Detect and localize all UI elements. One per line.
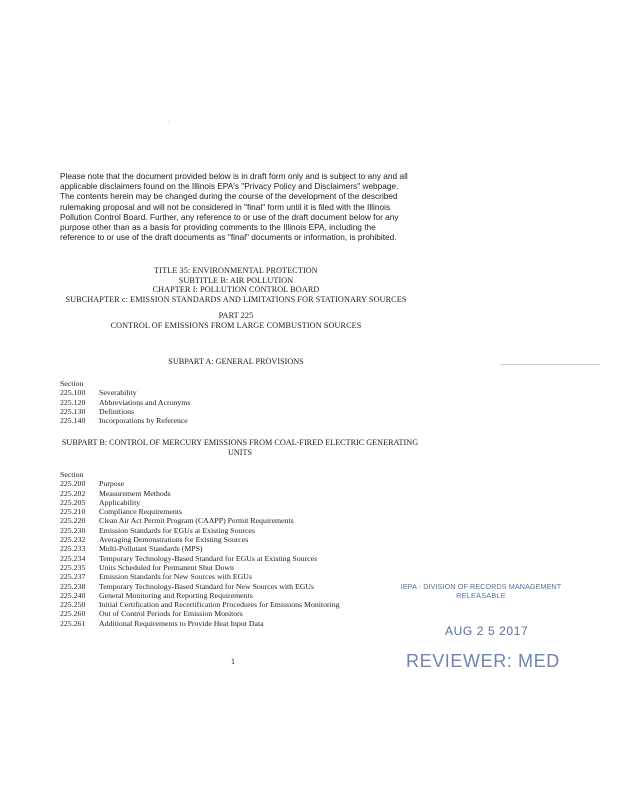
- section-title: Emission Standards for EGUs at Existing Sources: [99, 525, 255, 535]
- chapter-heading: CHAPTER I: POLLUTION CONTROL BOARD: [152, 285, 320, 295]
- section-title: Compliance Requirements: [99, 507, 182, 517]
- section-title: Units Scheduled for Permanent Shut Down: [99, 562, 234, 572]
- subchapter-heading: SUBCHAPTER c: EMISSION STANDARDS AND LIMITATIONS FOR STATIONARY SOURCES: [65, 294, 407, 304]
- section-number: 225.230: [60, 525, 86, 535]
- section-number: 225.210: [60, 507, 86, 517]
- subpart-a-section-list: [60, 379, 420, 425]
- section-number: 225.260: [60, 609, 86, 619]
- section-number: 225.235: [60, 562, 86, 572]
- section-row: [60, 498, 420, 507]
- section-title: Clean Air Act Permit Program (CAAPP) Permit Requirements: [99, 516, 294, 526]
- section-title: Multi-Pollutant Standards (MPS): [99, 544, 203, 554]
- section-title: Purpose: [99, 479, 125, 489]
- section-title: Averaging Demonstrations for Existing Sources: [99, 535, 249, 545]
- section-number: 225.120: [60, 397, 86, 407]
- section-title: Incorporations by Reference: [99, 416, 188, 426]
- stamp-reviewer: REVIEWER: MED: [406, 651, 560, 671]
- subpart-b-title: SUBPART B: CONTROL OF MERCURY EMISSIONS FROM COAL-FIRED ELECTRIC GENERATING UNITS: [61, 438, 419, 457]
- section-number: 225.140: [60, 416, 86, 426]
- section-row: [60, 398, 420, 407]
- section-row: [60, 489, 420, 498]
- section-title: Additional Requirements to Provide Heat Input Data: [99, 618, 264, 628]
- section-title: Initial Certification and Recertification Procedures for Emissions Monitoring: [99, 600, 340, 610]
- section-row: [60, 416, 420, 425]
- records-stamp-line1: IEPA - DIVISION OF RECORDS MANAGEMENT: [400, 582, 562, 591]
- section-row: [60, 507, 420, 516]
- subpart-b-section-list: [60, 470, 420, 628]
- section-title: Temporary Technology-Based Standard for EGUs at Existing Sources: [99, 553, 318, 563]
- records-stamp-line2: RELEASABLE: [456, 591, 506, 600]
- document-headings: [60, 266, 412, 331]
- section-row: [60, 563, 420, 572]
- subpart-a-title: SUBPART A: GENERAL PROVISIONS: [168, 357, 304, 366]
- section-number: 225.232: [60, 535, 86, 545]
- section-column-label: Section: [60, 470, 84, 479]
- section-row: [60, 526, 420, 535]
- section-number: 225.200: [60, 479, 86, 489]
- page-number: 1: [231, 657, 235, 666]
- section-number: 225.250: [60, 600, 86, 610]
- part-title-heading: CONTROL OF EMISSIONS FROM LARGE COMBUSTION SOURCES: [110, 320, 362, 330]
- part-heading: PART 225: [218, 311, 254, 321]
- section-number: 225.202: [60, 488, 86, 498]
- section-number: 225.261: [60, 618, 86, 628]
- section-row: [60, 479, 420, 488]
- section-number: 225.205: [60, 497, 86, 507]
- section-row: [60, 591, 420, 600]
- section-row: [60, 554, 420, 563]
- section-row: [60, 619, 420, 628]
- title-heading: TITLE 35: ENVIRONMENTAL PROTECTION: [154, 266, 318, 275]
- scan-speck: [168, 121, 169, 122]
- section-number: 225.240: [60, 590, 86, 600]
- section-title: Abbreviations and Acronyms: [99, 397, 191, 407]
- section-column-label: Section: [60, 379, 84, 388]
- section-number: 225.234: [60, 553, 86, 563]
- section-row: [60, 407, 420, 416]
- section-title: Definitions: [99, 406, 135, 416]
- section-number: 225.220: [60, 516, 86, 526]
- section-title: Applicability: [99, 497, 141, 507]
- section-row: [60, 572, 420, 581]
- section-title: Severability: [99, 388, 137, 398]
- subtitle-heading: SUBTITLE B: AIR POLLUTION: [178, 275, 294, 285]
- draft-disclaimer-paragraph: Please note that the document provided below is in draft form only and is subject to any and all applicable disclaimers found on the Illinois EPA's "Privacy Policy and Disclaimers" webpage. The contents herein may be changed during the course of the development of the described rulemaking proposal and will not be considered in "final" form until it is filed with the Illinois Pollution Control Board. Further, any reference to or use of the draft document below for any purpose other than as a basis for providing comments to the Illinois EPA, including the reference to or use of the draft documents as "final" documents or information, is prohibited.: [60, 171, 408, 243]
- section-number: 225.130: [60, 406, 86, 416]
- section-number: 225.237: [60, 572, 86, 582]
- section-row: [60, 516, 420, 525]
- scan-line-artifact: [500, 364, 600, 365]
- section-title: Measurement Methods: [99, 488, 171, 498]
- section-row: [60, 388, 420, 397]
- section-title: Temporary Technology-Based Standard for New Sources with EGUs: [99, 581, 315, 591]
- section-title: General Monitoring and Reporting Requirements: [99, 590, 253, 600]
- section-row: [60, 582, 420, 591]
- section-row: [60, 600, 420, 609]
- section-row: [60, 535, 420, 544]
- section-number: 225.238: [60, 581, 86, 591]
- section-row: [60, 544, 420, 553]
- stamp-date: AUG 2 5 2017: [445, 624, 529, 638]
- section-number: 225.233: [60, 544, 86, 554]
- section-row: [60, 609, 420, 618]
- section-title: Emission Standards for New Sources with EGUs: [99, 572, 252, 582]
- section-number: 225.100: [60, 388, 86, 398]
- section-title: Out of Control Periods for Emission Monitors: [99, 609, 243, 619]
